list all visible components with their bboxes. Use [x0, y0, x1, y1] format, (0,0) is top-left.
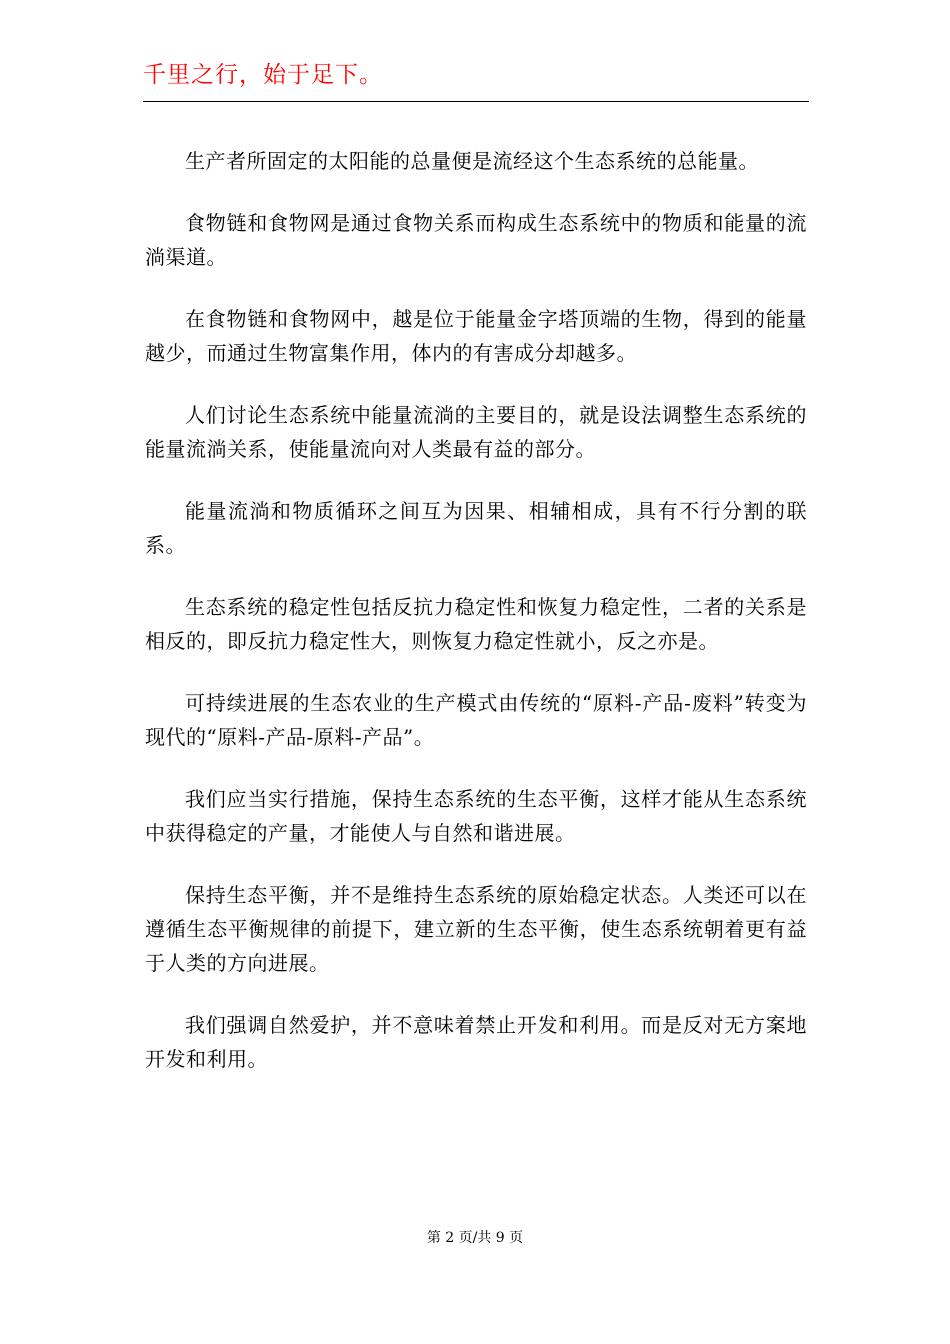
paragraph: 能量流淌和物质循环之间互为因果、相辅相成，具有不行分割的联系。 — [145, 499, 807, 557]
paragraph: 我们强调自然爱护，并不意味着禁止开发和利用。而是反对无方案地开发和利用。 — [145, 1013, 807, 1071]
paragraph: 在食物链和食物网中，越是位于能量金字塔顶端的生物，得到的能量越少，而通过生物富集作用，体内的有害成分却越多。 — [145, 307, 807, 365]
header-divider — [143, 101, 809, 102]
paragraph: 可持续进展的生态农业的生产模式由传统的“原料-产品-废料”转变为现代的“原料-产品-原料-产品”。 — [145, 691, 807, 749]
document-body — [145, 144, 807, 1104]
paragraph: 我们应当实行措施，保持生态系统的生态平衡，这样才能从生态系统中获得稳定的产量，才能使人与自然和谐进展。 — [145, 787, 807, 845]
page-number: 第 2 页/共 9 页 — [426, 1230, 524, 1246]
paragraph: 生产者所固定的太阳能的总量便是流经这个生态系统的总能量。 — [185, 149, 759, 173]
paragraph: 食物链和食物网是通过食物关系而构成生态系统中的物质和能量的流淌渠道。 — [145, 211, 807, 269]
paragraph: 保持生态平衡，并不是维持生态系统的原始稳定状态。人类还可以在遵循生态平衡规律的前提下，建立新的生态平衡，使生态系统朝着更有益于人类的方向进展。 — [145, 883, 807, 975]
header-motto: 千里之行，始于足下。 — [143, 62, 383, 88]
paragraph: 生态系统的稳定性包括反抗力稳定性和恢复力稳定性，二者的关系是相反的，即反抗力稳定性大，则恢复力稳定性就小，反之亦是。 — [145, 595, 807, 653]
paragraph: 人们讨论生态系统中能量流淌的主要目的，就是设法调整生态系统的能量流淌关系，使能量流向对人类最有益的部分。 — [145, 403, 807, 461]
